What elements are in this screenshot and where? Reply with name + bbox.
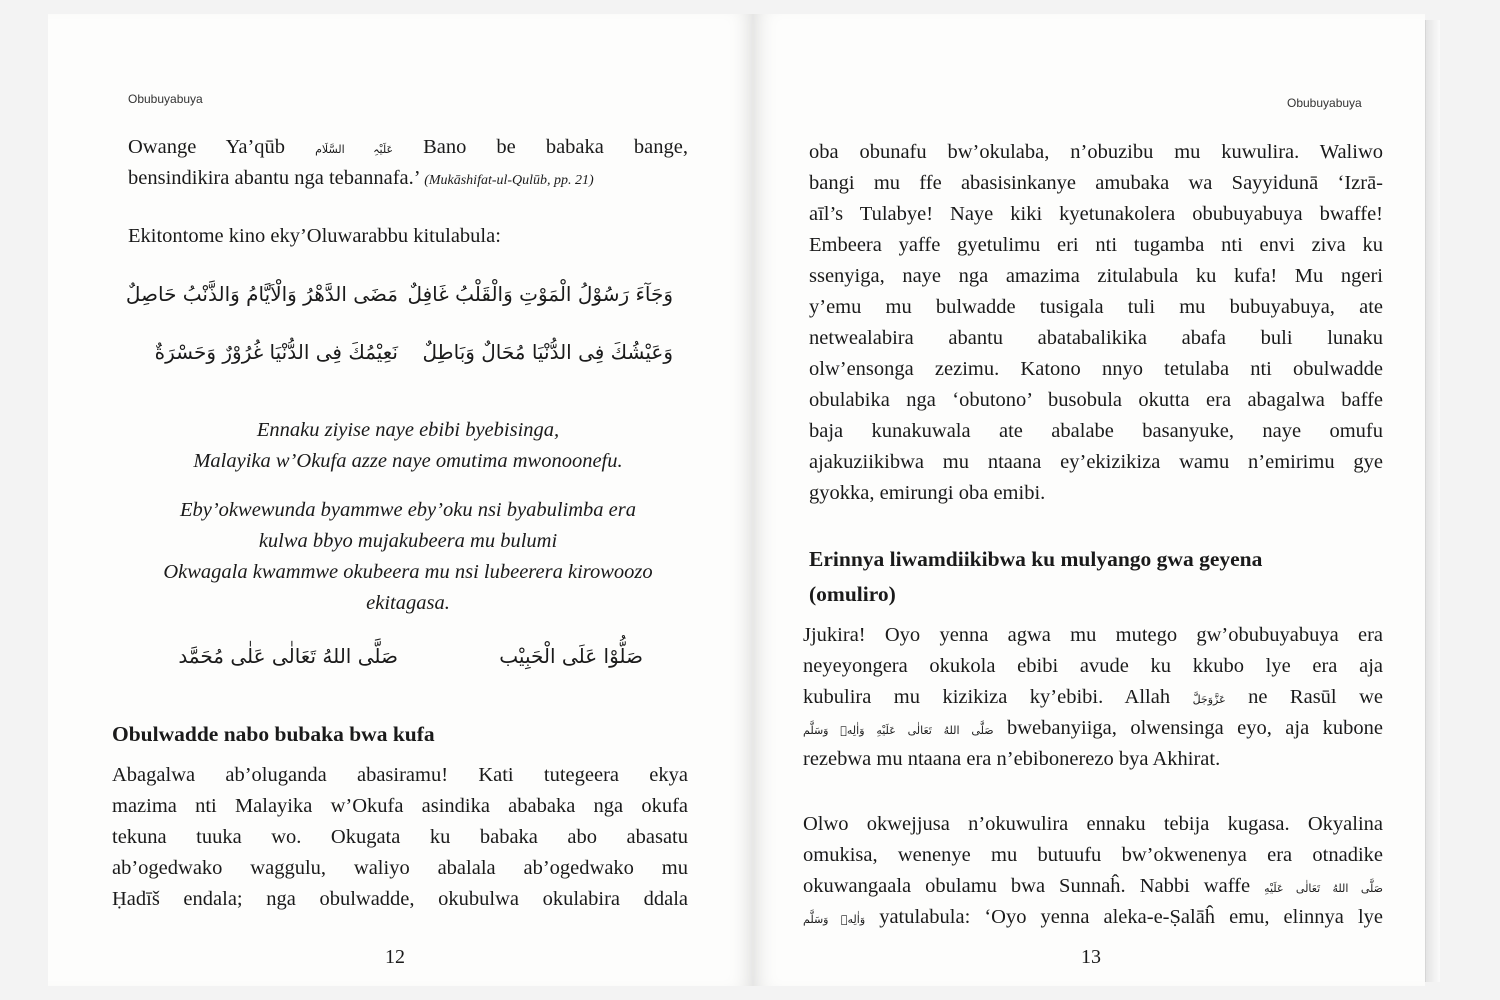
citation: (Mukāshifat-ul-Qulūb, pp. 21) [424, 173, 594, 188]
section-heading: Obulwadde nabo bubaka bwa kufa [112, 722, 435, 746]
page-number: 12 [385, 946, 405, 968]
left-page [48, 14, 753, 986]
body-line: gyokka, emirungi oba emibi. [809, 482, 1046, 504]
page-number: 13 [1081, 946, 1101, 968]
translation-line: Okwagala kwammwe okubeera mu nsi lubeerera kirowoozo [163, 561, 653, 583]
body-line: oba obunafu bw’okulaba, n’obuzibu mu kuwulira. Waliwo [809, 141, 1383, 163]
arabic-verse-1-left: وَجَآءَ رَسُوْلُ الْمَوْتِ وَالْقَلْبُ غَافِلٌ [407, 282, 673, 306]
text-segment: bwebanyiiga, olwensinga eyo, aja kubone [993, 717, 1383, 739]
text-segment: Owange Ya’qūb [128, 136, 316, 158]
body-line: omukisa, wenenye mu butuufu bw’okwenenya era otnadike [803, 844, 1383, 866]
arabic-verse-2-right: نَعِيْمُكَ فِى الدُّنْيَا غُرُوْرٌ وَحَسْرَةٌ [154, 340, 398, 364]
body-line: rezebwa mu ntaana era n’ebibonerezo bya Akhirat. [803, 748, 1221, 770]
text-segment: kubulira mu kizikiza ky’ebibi. Allah [803, 686, 1193, 708]
body-line: obulabika nga ‘obutono’ busobula okutta era abagalwa baffe [809, 389, 1383, 411]
body-line [803, 682, 1383, 715]
page-edges [1425, 20, 1440, 982]
text-segment: Bano be babaka bange, [393, 136, 688, 158]
arabic-honorific: عَلَیْہِ السَّلَام [315, 143, 394, 156]
arabic-verse-1-right: مَضَى الدَّهْرُ وَالْاَيَّامُ وَالذَّنْبُ حَاصِلٌ [125, 282, 398, 306]
body-line: netwealabira abantu abatabalikika abafa buli lunaku [809, 327, 1383, 349]
body-line: Ḥadīš endala; nga obulwadde, okubulwa okulabira ddala [112, 888, 688, 910]
translation-line: Ennaku ziyise naye ebibi byebisinga, [256, 419, 560, 441]
arabic-honorific: صَلَّى اللهُ تَعَالٰى عَلَيْهِ [1264, 882, 1383, 895]
body-line: Abagalwa ab’oluganda abasiramu! Kati tutegeera ekya [112, 764, 688, 786]
body-line [128, 163, 594, 196]
running-head: Obubuyabuya [1287, 96, 1362, 110]
salawat-right: صَلُّوْا عَلَى الْحَبِيْب [499, 644, 643, 668]
text-segment: ne Rasūl we [1225, 686, 1383, 708]
body-line [128, 132, 688, 165]
body-line: tekuna tuuka wo. Okugata ku babaka abo abasatu [112, 826, 688, 848]
body-line [803, 713, 1383, 746]
body-line: Embeera yaffe gyetulimu eri nti tugamba nti envi ziva ku [809, 234, 1383, 256]
body-line: aīl’s Tulabye! Naye kiki kyetunakolera obubuyabuya bwaffe! [809, 203, 1383, 225]
body-line: Ekitontome kino eky’Oluwarabbu kitulabula: [128, 225, 501, 247]
body-line: baja kunakuwala ate abalabe basanyuke, naye omufu [809, 420, 1383, 442]
arabic-verse-2-left: وَعَيْشُكَ فِى الدُّنْيَا مُحَالٌ وَبَاطِلٌ [422, 340, 673, 364]
running-head: Obubuyabuya [128, 92, 203, 106]
text-segment: okuwangaala obulamu bwa Sunnaĥ. Nabbi waffe [803, 875, 1265, 897]
arabic-honorific: صَلَّى اللهُ تَعَالٰى عَلَيْهِ وَاٰلِهٖ وَسَلَّم [803, 724, 994, 737]
translation-line: Eby’okwewunda byammwe eby’oku nsi byabulimba era [179, 499, 636, 521]
translation-line: Malayika w’Okufa azze naye omutima mwonoonefu. [193, 450, 623, 472]
body-line: Olwo okwejjusa n’okuwulira ennaku tebija kugasa. Okyalina [803, 813, 1383, 835]
arabic-honorific: وَاٰلِهٖ وَسَلَّم [803, 913, 866, 926]
arabic-honorific: عَزَّوَجَلَّ [1192, 693, 1226, 706]
text-segment: bensindikira abantu nga tebannafa.’ [128, 167, 425, 189]
body-line: bangi mu ffe abasisinkanye amubaka wa Sayyidunā ‘Izrā- [809, 172, 1383, 194]
section-heading: Erinnya liwamdiikibwa ku mulyango gwa geyena [809, 547, 1263, 571]
body-line: neyeyongera okukola ebibi avude ku kkubo lye era aja [803, 655, 1383, 677]
body-line: mazima nti Malayika w’Okufa asindika ababaka nga okufa [112, 795, 688, 817]
body-line: ssenyiga, naye nga amazima zitulabula ku kufa! Mu ngeri [809, 265, 1383, 287]
body-line: Jjukira! Oyo yenna agwa mu mutego gw’obubuyabuya era [803, 624, 1383, 646]
text-segment: yatulabula: ‘Oyo yenna aleka-e-Ṣalāĥ emu, elinnya lye [865, 906, 1383, 928]
translation-line: ekitagasa. [366, 592, 450, 614]
salawat-left: صَلَّى اللهُ تَعَالٰى عَلٰى مُحَمَّد [178, 644, 398, 668]
body-line: ab’ogedwako waggulu, waliyo abalala ab’ogedwako mu [112, 857, 688, 879]
body-line: ajakuziikibwa mu ntaana ey’ekizikiza wamu n’emirimu gye [809, 451, 1383, 473]
body-line [803, 871, 1383, 904]
body-line: olw’ensonga zezimu. Katono nnyo tetulaba nti obulwadde [809, 358, 1383, 380]
body-line [803, 902, 1383, 935]
translation-line: kulwa bbyo mujakubeera mu bulumi [258, 530, 558, 552]
body-line: y’emu mu bulwadde tusigala tuli mu bubuyabuya, ate [809, 296, 1383, 318]
right-page [753, 14, 1425, 986]
section-heading: (omuliro) [809, 582, 896, 606]
